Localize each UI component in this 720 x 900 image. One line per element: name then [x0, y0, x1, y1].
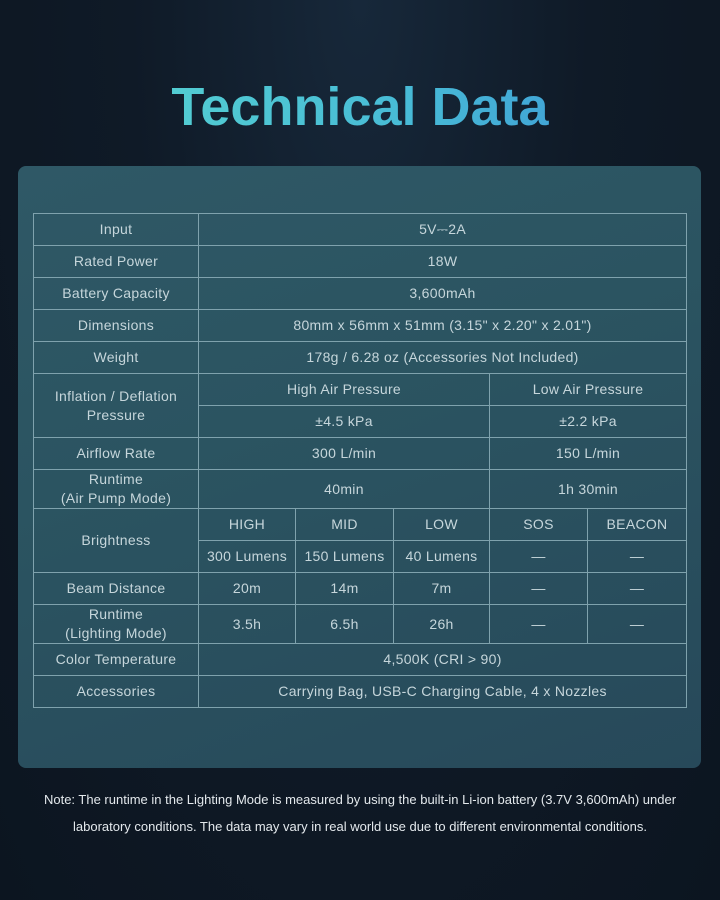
table-row — [34, 278, 687, 310]
spec-label-runtime-air-line2: (Air Pump Mode) — [60, 490, 172, 506]
spec-label-runtime-light-line2: (Lighting Mode) — [65, 625, 167, 641]
spec-value-dimensions: 80mm x 56mm x 51mm (3.15" x 2.20" x 2.01") — [199, 310, 687, 342]
spec-value-accessories: Carrying Bag, USB-C Charging Cable, 4 x Nozzles — [199, 676, 687, 708]
table-row — [34, 509, 687, 541]
table-row — [34, 438, 687, 470]
spec-table — [33, 213, 687, 708]
airflow-low-value: 150 L/min — [490, 438, 687, 470]
footnote — [30, 786, 690, 840]
beam-distance-value: 7m — [394, 573, 490, 605]
runtime-air-high-value: 40min — [199, 470, 490, 509]
spec-value-color-temperature: 4,500K (CRI > 90) — [199, 644, 687, 676]
spec-label-input: Input — [34, 214, 199, 246]
table-row — [34, 676, 687, 708]
brightness-value: 300 Lumens — [199, 541, 296, 573]
table-row — [34, 374, 687, 406]
brightness-mode: SOS — [490, 509, 588, 541]
spec-label-airflow: Airflow Rate — [34, 438, 199, 470]
spec-label-pressure — [34, 374, 199, 438]
pressure-low-label: Low Air Pressure — [490, 374, 687, 406]
brightness-value: — — [588, 541, 687, 573]
spec-value-rated-power: 18W — [199, 246, 687, 278]
spec-label-dimensions: Dimensions — [34, 310, 199, 342]
beam-distance-value: 20m — [199, 573, 296, 605]
brightness-mode: MID — [296, 509, 394, 541]
brightness-value: — — [490, 541, 588, 573]
brightness-mode: BEACON — [588, 509, 687, 541]
spec-value-weight: 178g / 6.28 oz (Accessories Not Included) — [199, 342, 687, 374]
runtime-light-value: — — [490, 605, 588, 644]
runtime-air-low-value: 1h 30min — [490, 470, 687, 509]
spec-label-runtime-air — [34, 470, 199, 509]
spec-label-runtime-light — [34, 605, 199, 644]
pressure-low-value: ±2.2 kPa — [490, 406, 687, 438]
runtime-light-value: 26h — [394, 605, 490, 644]
table-row — [34, 246, 687, 278]
footnote-line2: laboratory conditions. The data may vary in real world use due to different environmental conditions. — [72, 819, 647, 834]
runtime-light-value: — — [588, 605, 687, 644]
runtime-light-value: 6.5h — [296, 605, 394, 644]
footnote-line1: Note: The runtime in the Lighting Mode is measured by using the built-in Li-ion battery (3.7V 3,600mAh) under — [43, 792, 677, 807]
pressure-high-value: ±4.5 kPa — [199, 406, 490, 438]
beam-distance-value: — — [588, 573, 687, 605]
table-row — [34, 470, 687, 509]
spec-label-rated-power: Rated Power — [34, 246, 199, 278]
brightness-mode: LOW — [394, 509, 490, 541]
table-row — [34, 644, 687, 676]
spec-label-beam-distance: Beam Distance — [34, 573, 199, 605]
spec-label-battery-capacity: Battery Capacity — [34, 278, 199, 310]
table-row — [34, 310, 687, 342]
spec-label-color-temperature: Color Temperature — [34, 644, 199, 676]
table-row — [34, 214, 687, 246]
table-row — [34, 573, 687, 605]
spec-label-runtime-air-line1: Runtime — [88, 471, 144, 487]
spec-label-brightness: Brightness — [34, 509, 199, 573]
spec-label-pressure-line2: Pressure — [86, 406, 146, 423]
table-row — [34, 342, 687, 374]
runtime-light-value: 3.5h — [199, 605, 296, 644]
airflow-high-value: 300 L/min — [199, 438, 490, 470]
page-title: Technical Data — [0, 72, 720, 142]
beam-distance-value: 14m — [296, 573, 394, 605]
pressure-high-label: High Air Pressure — [199, 374, 490, 406]
spec-label-runtime-light-line1: Runtime — [88, 606, 144, 622]
brightness-value: 150 Lumens — [296, 541, 394, 573]
spec-value-battery-capacity: 3,600mAh — [199, 278, 687, 310]
brightness-mode: HIGH — [199, 509, 296, 541]
spec-value-input: 5V⎓2A — [199, 214, 687, 246]
spec-label-accessories: Accessories — [34, 676, 199, 708]
spec-label-weight: Weight — [34, 342, 199, 374]
spec-label-pressure-line1: Inflation / Deflation — [54, 387, 178, 404]
table-row — [34, 605, 687, 644]
beam-distance-value: — — [490, 573, 588, 605]
brightness-value: 40 Lumens — [394, 541, 490, 573]
